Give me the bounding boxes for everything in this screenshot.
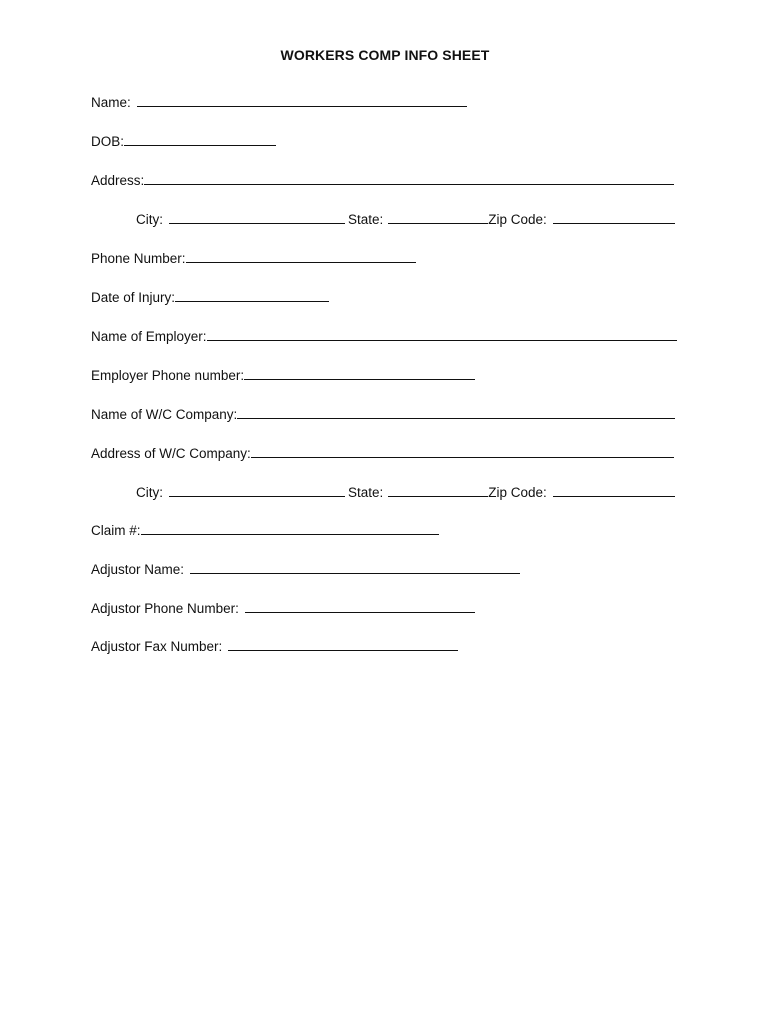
name-field[interactable] (137, 106, 467, 107)
form-title: WORKERS COMP INFO SHEET (280, 47, 490, 63)
wc-zip-label: Zip Code: (488, 485, 547, 500)
date-of-injury-row (91, 287, 329, 305)
adjustor-phone-field[interactable] (245, 612, 475, 613)
wc-company-row (91, 404, 675, 422)
wc-zip-field[interactable] (553, 496, 675, 497)
dob-label: DOB: (91, 134, 125, 149)
adjustor-fax-field[interactable] (228, 650, 458, 651)
employer-label: Name of Employer: (91, 329, 207, 344)
wc-company-label: Name of W/C Company: (91, 407, 238, 422)
wc-address-field[interactable] (251, 457, 674, 458)
claim-field[interactable] (141, 534, 439, 535)
address-label: Address: (91, 173, 145, 188)
city-field[interactable] (169, 223, 345, 224)
dob-field[interactable] (124, 145, 276, 146)
claim-label: Claim #: (91, 523, 141, 538)
address-field[interactable] (144, 184, 674, 185)
name-label: Name: (91, 95, 131, 110)
state-field[interactable] (388, 223, 488, 224)
adjustor-phone-label: Adjustor Phone Number: (91, 601, 239, 616)
wc-address-label: Address of W/C Company: (91, 446, 251, 461)
wc-address-row (91, 443, 674, 461)
wc-company-field[interactable] (237, 418, 675, 419)
employer-row (91, 326, 677, 344)
adjustor-phone-row (91, 598, 475, 616)
name-row (91, 92, 467, 110)
adjustor-name-label: Adjustor Name: (91, 562, 185, 577)
phone-row (91, 248, 416, 266)
claim-row (91, 520, 439, 538)
wc-city-label: City: (136, 485, 163, 500)
dob-row (91, 131, 276, 149)
adjustor-fax-label: Adjustor Fax Number: (91, 639, 223, 654)
phone-field[interactable] (186, 262, 416, 263)
date-of-injury-label: Date of Injury: (91, 290, 176, 305)
zip-label: Zip Code: (488, 212, 547, 227)
adjustor-fax-row (91, 636, 458, 654)
address-row (91, 170, 674, 188)
wc-city-field[interactable] (169, 496, 345, 497)
employer-field[interactable] (207, 340, 677, 341)
wc-state-field[interactable] (388, 496, 488, 497)
adjustor-name-field[interactable] (190, 573, 520, 574)
date-of-injury-field[interactable] (175, 301, 329, 302)
wc-city-state-zip-row (136, 482, 675, 500)
employer-phone-row (91, 365, 475, 383)
adjustor-name-row (91, 559, 520, 577)
employer-phone-field[interactable] (244, 379, 475, 380)
city-label: City: (136, 212, 163, 227)
zip-field[interactable] (553, 223, 675, 224)
city-state-zip-row (136, 209, 675, 227)
state-label: State: (348, 212, 384, 227)
wc-state-label: State: (348, 485, 384, 500)
phone-label: Phone Number: (91, 251, 186, 266)
employer-phone-label: Employer Phone number: (91, 368, 245, 383)
